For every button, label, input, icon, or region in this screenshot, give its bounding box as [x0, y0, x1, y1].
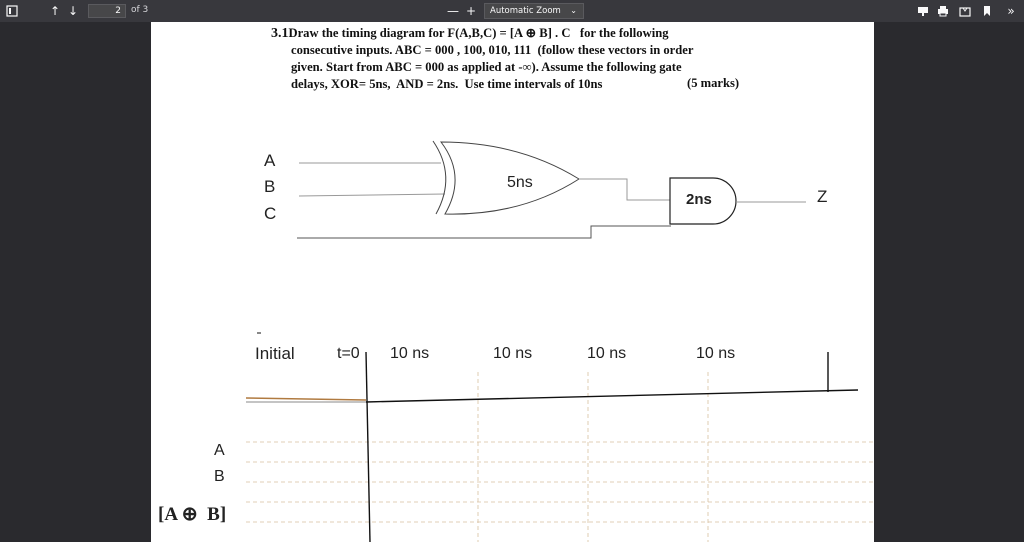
zoom-in-button[interactable]: +	[465, 4, 477, 18]
tools-menu-icon[interactable]: »	[1007, 4, 1015, 18]
question-line-1: Draw the timing diagram for F(A,B,C) = [A ⊕ B] . C for the following	[288, 26, 669, 40]
zoom-select-value: Automatic Zoom	[490, 6, 561, 16]
presentation-mode-icon[interactable]	[914, 3, 932, 19]
timing-initial-label: Initial	[255, 344, 295, 363]
xor-gate-back-arc	[433, 141, 446, 214]
timing-interval-4: 10 ns	[696, 345, 736, 362]
time-axis	[366, 390, 858, 402]
timing-row-b: B	[214, 468, 225, 485]
timing-row-a: A	[214, 442, 225, 459]
input-label-a: A	[264, 151, 276, 170]
previous-page-icon[interactable]: ↑	[49, 4, 61, 18]
initial-signal-trace	[246, 398, 366, 400]
print-icon[interactable]	[934, 3, 952, 19]
page-count: of 3	[131, 5, 149, 15]
output-label-z: Z	[817, 187, 828, 206]
question-line-4: delays, XOR= 5ns, AND = 2ns. Use time intervals of 10ns	[291, 77, 603, 91]
timing-row-xor: [A ⊕ B]	[158, 504, 227, 525]
chevron-down-icon: ⌄	[570, 6, 577, 15]
sidebar-toggle-icon[interactable]	[3, 3, 21, 19]
question-number: 3.1	[271, 26, 289, 41]
bookmark-icon[interactable]	[978, 3, 996, 19]
xor-delay-label: 5ns	[507, 174, 533, 191]
wire-b	[299, 194, 445, 196]
timing-t0-label: t=0	[337, 345, 360, 362]
page-number-input[interactable]: 2	[88, 4, 126, 18]
save-icon[interactable]	[956, 3, 974, 19]
timing-interval-2: 10 ns	[493, 345, 533, 362]
timing-interval-3: 10 ns	[587, 345, 627, 362]
wire-xor-out	[579, 179, 671, 200]
question-line-3: given. Start from ABC = 000 as applied at -∞). Assume the following gate	[291, 60, 682, 74]
wire-c	[297, 226, 671, 238]
circuit-and-timing-drawing	[151, 22, 874, 542]
next-page-icon[interactable]: ↓	[67, 4, 79, 18]
marks-label: (5 marks)	[687, 76, 740, 90]
and-delay-label: 2ns	[686, 191, 712, 208]
question-line-2: consecutive inputs. ABC = 000 , 100, 010, 111 (follow these vectors in order	[291, 43, 694, 57]
pdf-page	[151, 22, 874, 542]
pdf-toolbar	[0, 0, 1024, 22]
zoom-select[interactable]	[484, 3, 584, 19]
timing-interval-1: 10 ns	[390, 345, 430, 362]
input-label-b: B	[264, 177, 276, 196]
zoom-out-button[interactable]: —	[447, 4, 459, 18]
input-label-c: C	[264, 204, 277, 223]
t0-marker	[366, 352, 370, 542]
